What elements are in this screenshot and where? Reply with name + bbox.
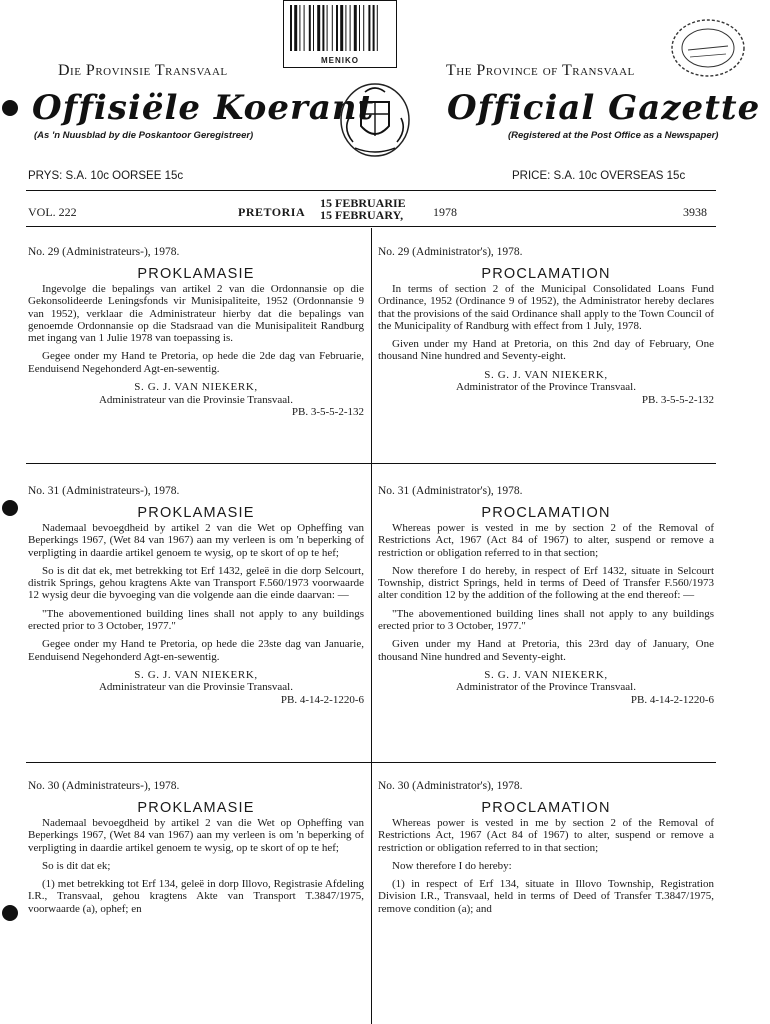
signatory-name: S. G. J. VAN NIEKERK, bbox=[484, 668, 608, 681]
volume-number: VOL. 222 bbox=[28, 205, 77, 219]
notice-30-english bbox=[378, 780, 714, 921]
notice-body bbox=[28, 283, 364, 375]
barcode-bar bbox=[340, 5, 343, 51]
registration-note-english: (Registered at the Post Office as a Newspaper) bbox=[508, 130, 719, 141]
notice-paragraph: (1) in respect of Erf 134, situate in Illovo Township, Registration Division I.R., Transvaal, held in terms of Deed of Transfer T.3847/1975, remove condition (a); and bbox=[378, 878, 714, 915]
barcode-bar bbox=[377, 5, 378, 51]
signature-block bbox=[28, 669, 364, 694]
province-name-english: The Province of Transvaal bbox=[446, 62, 635, 79]
issue-year: 1978 bbox=[433, 205, 457, 219]
notice-number: No. 31 (Administrator's), 1978. bbox=[378, 485, 523, 497]
barcode-bar bbox=[354, 5, 357, 51]
notice-body bbox=[378, 283, 714, 363]
binding-hole-mark bbox=[2, 100, 18, 116]
coat-of-arms-icon bbox=[335, 78, 415, 160]
barcode-bar bbox=[317, 5, 320, 51]
notice-paragraph: Given under my Hand at Pretoria, this 23rd day of January, One thousand Nine hundred and Seventy-eight. bbox=[378, 638, 714, 663]
notice-paragraph: Nademaal bevoegdheid by artikel 2 van die Wet op Opheffing van Beperkings 1967, (Wet 84 van 1967) aan my verleen is om 'n beperking of verpligting in daardie artikel genoem te wysig, op te skort of op te hef; bbox=[28, 817, 364, 854]
price-english: PRICE: S.A. 10c OVERSEAS 15c bbox=[512, 170, 686, 182]
notice-heading: PROCLAMATION bbox=[481, 505, 611, 521]
barcode-bar bbox=[327, 5, 328, 51]
notice-heading: PROKLAMASIE bbox=[137, 505, 255, 521]
gazette-title-afrikaans: Offisiële Koerant bbox=[32, 88, 375, 128]
signatory-name: S. G. J. VAN NIEKERK, bbox=[134, 381, 258, 394]
reference-number: PB. 3-5-5-2-132 bbox=[291, 406, 364, 419]
notice-paragraph: Gegee onder my Hand te Pretoria, op hede die 23ste dag van Januarie, Eenduisend Negehonderd Agt-en-sewentig. bbox=[28, 638, 364, 663]
signature-block bbox=[28, 381, 364, 406]
barcode-bar bbox=[332, 5, 333, 51]
barcode-label: MENIKO bbox=[321, 56, 359, 65]
barcode-bar bbox=[313, 5, 314, 51]
binding-hole-mark bbox=[2, 905, 18, 921]
notice-number: No. 29 (Administrateurs-), 1978. bbox=[28, 246, 180, 258]
notice-paragraph: Whereas power is vested in me by section 2 of the Removal of Restrictions Act, 1967 (Act 84 of 1967) to alter, suspend or remove a restriction or obligation referred to in that section; bbox=[378, 522, 714, 559]
notice-paragraph: So is dit dat ek, met betrekking tot Erf 1432, geleë in die dorp Selcourt, distrik Springs, gehou kragtens Akte van Transport F.560/1973 voorwaarde 12 wysig deur die byvoeging van die volgende aan die einde daarvan: — bbox=[28, 564, 364, 602]
notice-paragraph: "The abovementioned building lines shall not apply to any buildings erected prior to 3 October, 1977." bbox=[378, 607, 714, 633]
issue-number: 3938 bbox=[683, 205, 707, 219]
province-name-afrikaans: Die Provinsie Transvaal bbox=[58, 62, 228, 79]
gazette-title-english: Official Gazette bbox=[447, 88, 761, 128]
notice-number: No. 29 (Administrator's), 1978. bbox=[378, 246, 523, 258]
notice-body bbox=[378, 817, 714, 915]
price-afrikaans: PRYS: S.A. 10c OORSEE 15c bbox=[28, 170, 184, 182]
notice-paragraph: Now therefore I do hereby, in respect of Erf 1432, situate in Selcourt Township, district Springs, held in terms of Deed of Transfer F.560/1973 alter condition 12 by the addition of the following at the end thereof: — bbox=[378, 564, 714, 602]
signatory-title: Administrator of the Province Transvaal. bbox=[456, 381, 636, 394]
notice-paragraph: "The abovementioned building lines shall not apply to any buildings erected prior to 3 October, 1977." bbox=[28, 607, 364, 633]
barcode-bar bbox=[299, 5, 300, 51]
barcode-bar bbox=[290, 5, 292, 51]
notice-number: No. 30 (Administrator's), 1978. bbox=[378, 780, 523, 792]
signature-block bbox=[378, 669, 714, 694]
notice-body bbox=[28, 817, 364, 915]
notice-number: No. 31 (Administrateurs-), 1978. bbox=[28, 485, 180, 497]
signatory-title: Administrator of the Province Transvaal. bbox=[456, 681, 636, 694]
barcode-bar bbox=[304, 5, 305, 51]
notice-heading: PROKLAMASIE bbox=[137, 800, 255, 816]
notice-body bbox=[28, 522, 364, 663]
barcode-bar bbox=[368, 5, 370, 51]
notice-31-english bbox=[378, 485, 714, 706]
column-divider bbox=[371, 228, 372, 1024]
signatory-name: S. G. J. VAN NIEKERK, bbox=[134, 668, 258, 681]
barcode-bar bbox=[309, 5, 311, 51]
library-stamp-icon bbox=[650, 12, 750, 82]
barcode-bar bbox=[322, 5, 324, 51]
reference-number: PB. 4-14-2-1220-6 bbox=[280, 693, 364, 706]
barcode-bar bbox=[359, 5, 360, 51]
issue-line-rule bbox=[26, 226, 716, 227]
notice-number: No. 30 (Administrateurs-), 1978. bbox=[28, 780, 180, 792]
signature-block bbox=[378, 369, 714, 394]
notice-paragraph: Nademaal bevoegdheid by artikel 2 van die Wet op Opheffing van Beperkings 1967, (Wet 84 van 1967) aan my verleen is om 'n beperking of verpligting in daardie artikel genoem te wysig, op te skort of op te hef; bbox=[28, 522, 364, 559]
notice-paragraph: Ingevolge die bepalings van artikel 2 van die Ordonnansie op die Gekonsolideerde Leningsfonds vir Munisipaliteite, 1952 (Ordonnansie 9 van 1952), verklaar die Administrateur hierby dat die bepalings van genoemde Ordonnansie op die Stadsraad van die Munisipaliteit Randburg met ingang van 1 Julie 1978 van toepassing is. bbox=[28, 283, 364, 345]
notice-paragraph: Whereas power is vested in me by section 2 of the Removal of Restrictions Act, 1967 (Act 84 of 1967) to alter, suspend or remove a restriction or obligation referred to in that section; bbox=[378, 817, 714, 854]
reference-number: PB. 4-14-2-1220-6 bbox=[630, 693, 714, 706]
issue-date-english: 15 FEBRUARY, bbox=[320, 208, 404, 222]
notice-heading: PROCLAMATION bbox=[481, 800, 611, 816]
barcode-bar bbox=[336, 5, 338, 51]
notice-body bbox=[378, 522, 714, 663]
notice-heading: PROKLAMASIE bbox=[137, 266, 255, 282]
signatory-title: Administrateur van die Provinsie Transvaal. bbox=[98, 681, 293, 694]
binding-hole-mark bbox=[2, 500, 18, 516]
masthead-rule bbox=[26, 190, 716, 191]
barcode-bar bbox=[350, 5, 351, 51]
issue-date-afrikaans: 15 FEBRUARIE bbox=[320, 196, 406, 210]
barcode-bar bbox=[294, 5, 297, 51]
notice-separator-rule bbox=[26, 463, 716, 464]
notice-paragraph: (1) met betrekking tot Erf 134, geleë in dorp Illovo, Registrasie Afdeling I.R., Transvaal, gehou kragtens Akte van Transport T.3847/1975, voorwaarde (a), ophef; en bbox=[28, 878, 364, 915]
notice-paragraph: Given under my Hand at Pretoria, on this 2nd day of February, One thousand Nine hundred and Seventy-eight. bbox=[378, 338, 714, 363]
notice-31-afrikaans bbox=[28, 485, 364, 706]
notice-paragraph: Now therefore I do hereby: bbox=[392, 859, 512, 872]
notice-paragraph: Gegee onder my Hand te Pretoria, op hede die 2de dag van Februarie, Eenduisend Negehonderd Agt-en-sewentig. bbox=[28, 350, 364, 375]
barcode-bar bbox=[345, 5, 346, 51]
barcode-bar bbox=[363, 5, 364, 51]
publication-place: PRETORIA bbox=[238, 205, 306, 219]
notice-separator-rule bbox=[26, 762, 716, 763]
notice-30-afrikaans bbox=[28, 780, 364, 921]
signatory-name: S. G. J. VAN NIEKERK, bbox=[484, 368, 608, 381]
notice-paragraph: So is dit dat ek; bbox=[42, 859, 111, 872]
issue-dates bbox=[320, 197, 406, 221]
reference-number: PB. 3-5-5-2-132 bbox=[641, 393, 714, 406]
signatory-title: Administrateur van die Provinsie Transvaal. bbox=[98, 393, 293, 406]
registration-note-afrikaans: (As 'n Nuusblad by die Poskantoor Geregistreer) bbox=[34, 130, 254, 141]
barcode-icon bbox=[283, 0, 397, 68]
barcode-bar bbox=[373, 5, 375, 51]
notice-29-english bbox=[378, 246, 714, 406]
notice-29-afrikaans bbox=[28, 246, 364, 418]
notice-heading: PROCLAMATION bbox=[481, 266, 611, 282]
notice-paragraph: In terms of section 2 of the Municipal Consolidated Loans Fund Ordinance, 1952 (Ordinance 9 of 1952), the Administrator hereby declares that the provisions of the said Ordinance shall apply to the Town Council of the Municipality of Randburg with effect from 1 July, 1978. bbox=[378, 283, 714, 332]
